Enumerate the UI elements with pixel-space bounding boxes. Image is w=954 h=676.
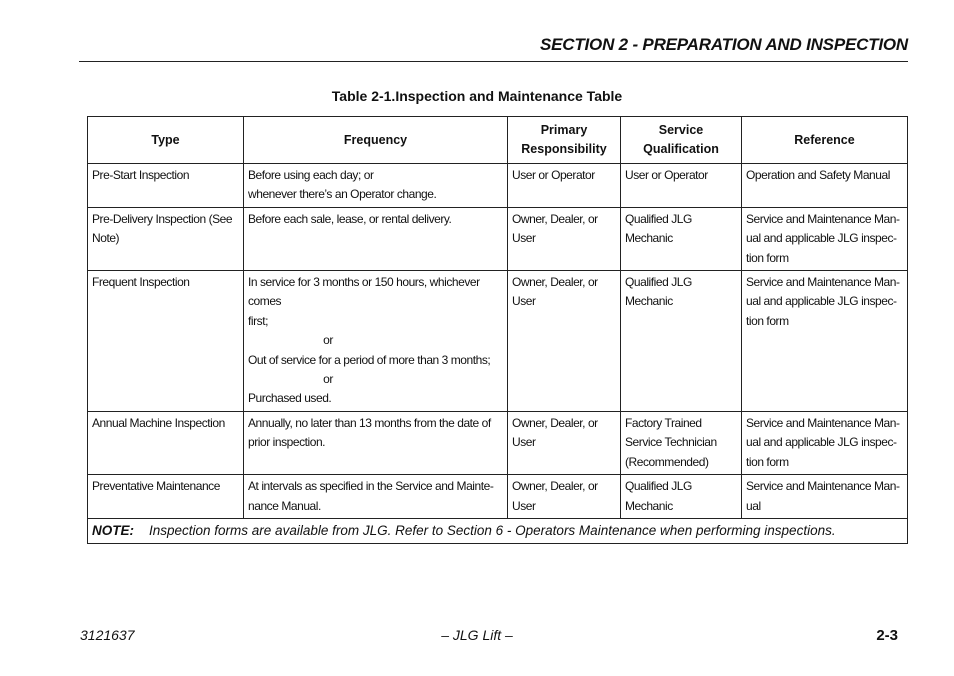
cell-line: Operation and Safety Manual (746, 168, 890, 182)
cell-qualification (621, 271, 742, 412)
cell-line: tion form (746, 454, 789, 469)
cell-line: nance Manual. (248, 498, 321, 513)
cell-line: Owner, Dealer, or (512, 211, 598, 226)
cell-type (88, 271, 244, 412)
cell-responsibility (508, 411, 621, 474)
cell-frequency (244, 411, 508, 474)
cell-line: User or Operator (625, 168, 708, 182)
cell-reference (742, 411, 908, 474)
footer-title: – JLG Lift – (441, 627, 513, 643)
section-header: SECTION 2 - PREPARATION AND INSPECTION (539, 35, 908, 54)
page-number: 2-3 (876, 627, 898, 644)
cell-line: Service and Maintenance Man- (746, 275, 900, 290)
table-row (88, 475, 908, 519)
header-line: Type (151, 132, 180, 147)
cell-line: User (512, 231, 536, 246)
cell-line: whenever there’s an Operator change. (248, 187, 437, 202)
cell-line: ual and applicable JLG inspec- (746, 294, 897, 309)
header-line: Responsibility (521, 142, 607, 156)
col-header-type (88, 117, 244, 164)
cell-line: User (512, 294, 536, 309)
cell-line: Owner, Dealer, or (512, 479, 598, 494)
col-header-responsibility (508, 117, 621, 164)
col-header-qualification (621, 117, 742, 164)
header-rule (79, 61, 908, 62)
cell-line: User (512, 498, 536, 513)
cell-qualification (621, 207, 742, 270)
cell-line: Qualified JLG Mechanic (625, 479, 692, 513)
header-line: Reference (794, 132, 855, 147)
cell-line: first; (248, 313, 268, 328)
cell-line: tion form (746, 313, 789, 328)
cell-line: Preventative Maintenance (92, 479, 220, 494)
header-line: Qualification (643, 142, 719, 156)
cell-line: Annually, no later than 13 months from the date of (248, 415, 491, 430)
cell-line: Factory Trained (625, 415, 702, 430)
table-header-row (88, 117, 908, 164)
cell-line: Pre-Delivery Inspection (See (92, 211, 233, 226)
cell-line: or (323, 372, 333, 387)
col-header-frequency (244, 117, 508, 164)
table-caption: Table 2-1.Inspection and Maintenance Table (331, 88, 623, 104)
cell-line: Service and Maintenance Man- (746, 415, 900, 430)
cell-frequency (244, 271, 508, 412)
cell-responsibility (508, 207, 621, 270)
cell-frequency (244, 164, 508, 208)
note-cell (88, 518, 908, 543)
cell-qualification (621, 164, 742, 208)
table-row (88, 411, 908, 474)
col-header-reference (742, 117, 908, 164)
cell-line: Service Technician (625, 435, 717, 450)
cell-line: ual and applicable JLG inspec- (746, 231, 897, 246)
cell-frequency (244, 207, 508, 270)
cell-line: Service and Maintenance Man- (746, 479, 900, 494)
cell-responsibility (508, 475, 621, 519)
cell-line: tion form (746, 250, 789, 265)
cell-line: Pre-Start Inspection (92, 168, 190, 182)
header-line: Primary (540, 123, 588, 137)
table-row (88, 164, 908, 208)
table-row (88, 271, 908, 412)
cell-line: Owner, Dealer, or (512, 415, 598, 430)
cell-line: Out of service for a period of more than 3 months; (248, 352, 491, 367)
cell-line: Purchased used. (248, 391, 332, 406)
cell-responsibility (508, 164, 621, 208)
header-line: Service (658, 123, 704, 137)
note-text: Inspection forms are available from JLG. Refer to Section 6 - Operators Maintenance when performing inspections. (149, 522, 836, 538)
cell-type (88, 207, 244, 270)
cell-line: In service for 3 months or 150 hours, whichever comes (248, 275, 480, 309)
doc-number: 3121637 (80, 627, 135, 643)
cell-type (88, 475, 244, 519)
cell-line: ual (746, 498, 761, 513)
cell-line: User (512, 435, 536, 450)
cell-line: or (323, 333, 333, 348)
cell-responsibility (508, 271, 621, 412)
cell-line: Qualified JLG Mechanic (625, 275, 692, 309)
cell-qualification (621, 411, 742, 474)
cell-line: ual and applicable JLG inspec- (746, 435, 897, 450)
header-line: Frequency (343, 132, 408, 147)
cell-line: Annual Machine Inspection (92, 415, 225, 430)
cell-reference (742, 271, 908, 412)
inspection-table (87, 116, 908, 544)
cell-type (88, 411, 244, 474)
cell-line: Note) (92, 231, 120, 246)
cell-line: Frequent Inspection (92, 275, 190, 290)
cell-qualification (621, 475, 742, 519)
cell-type (88, 164, 244, 208)
cell-line: Before using each day; or (248, 168, 374, 182)
cell-line: prior inspection. (248, 435, 326, 450)
cell-line: Before each sale, lease, or rental delivery. (248, 211, 452, 226)
cell-reference (742, 207, 908, 270)
cell-line: (Recommended) (625, 454, 709, 469)
cell-frequency (244, 475, 508, 519)
note-row (88, 518, 908, 543)
cell-line: Owner, Dealer, or (512, 275, 598, 290)
cell-reference (742, 164, 908, 208)
cell-line: Qualified JLG Mechanic (625, 211, 692, 246)
table-row (88, 207, 908, 270)
cell-line: Service and Maintenance Man- (746, 211, 900, 226)
note-label: NOTE: (92, 522, 134, 538)
cell-line: At intervals as specified in the Service and Mainte- (248, 479, 494, 494)
cell-reference (742, 475, 908, 519)
cell-line: User or Operator (512, 168, 595, 182)
